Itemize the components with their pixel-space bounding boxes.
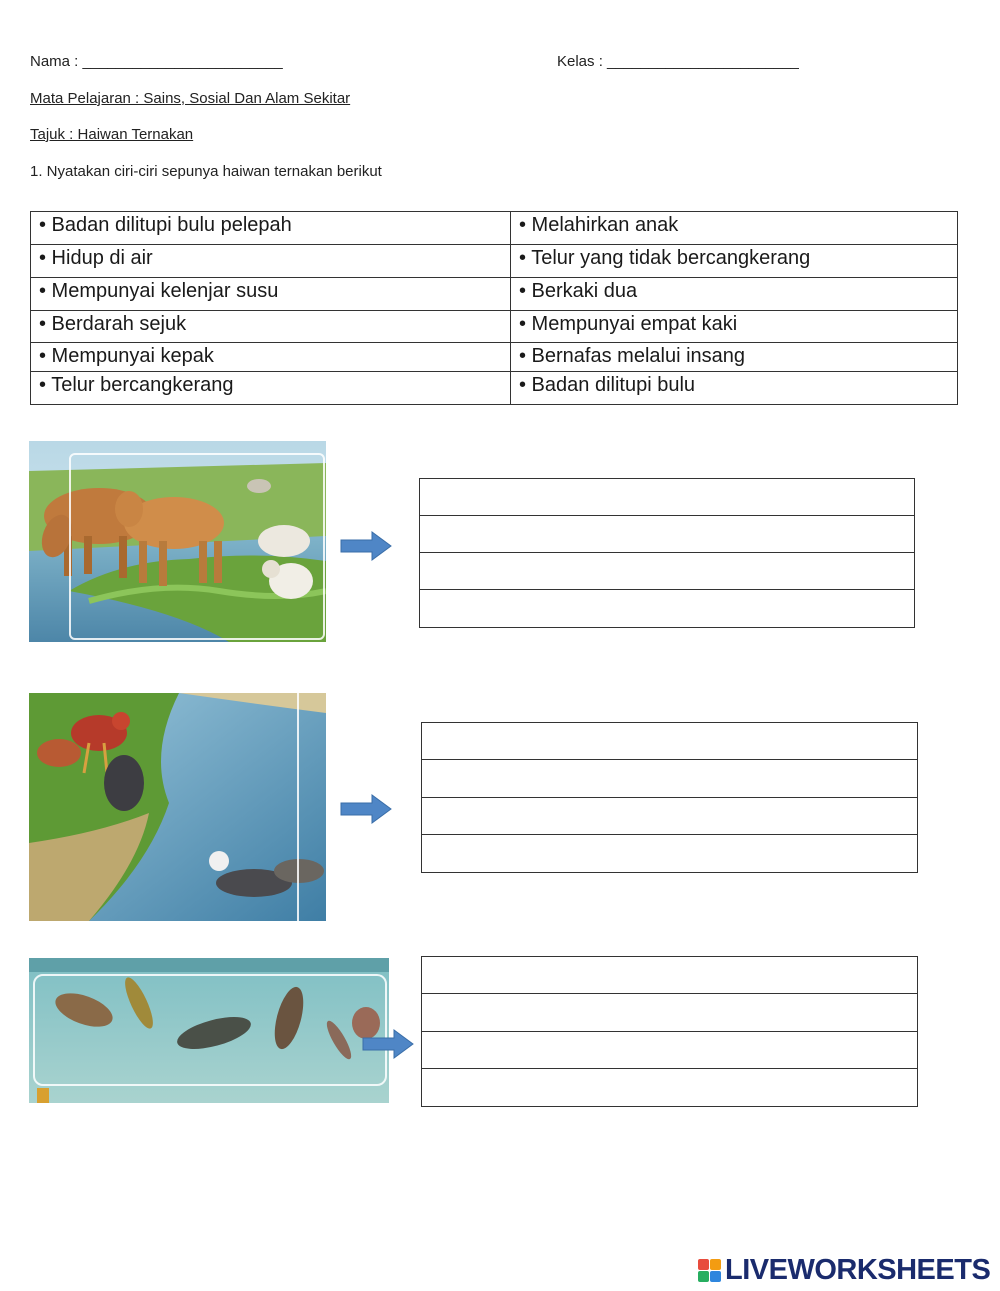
answer-slot[interactable]	[422, 723, 917, 760]
answer-slot[interactable]	[420, 516, 914, 553]
arrow-right-icon	[340, 531, 392, 561]
trait-cell: • Telur bercangkerang	[31, 372, 511, 405]
answer-slot[interactable]	[420, 479, 914, 516]
arrow-right-icon	[362, 1029, 414, 1059]
cattle-goat-image	[29, 441, 326, 642]
logo-block	[710, 1259, 721, 1270]
answer-slot[interactable]	[422, 760, 917, 797]
logo-block	[698, 1259, 709, 1270]
answer-slot[interactable]	[420, 590, 914, 627]
poultry-duck-image	[29, 693, 326, 921]
answer-slot[interactable]	[422, 994, 917, 1031]
trait-cell: • Badan dilitupi bulu pelepah	[31, 212, 511, 245]
trait-cell: • Badan dilitupi bulu	[511, 372, 958, 405]
answer-slot[interactable]	[422, 1069, 917, 1106]
liveworksheets-logo[interactable]	[698, 1254, 990, 1286]
trait-cell: • Berdarah sejuk	[31, 311, 511, 343]
fish-image	[29, 958, 389, 1103]
answer-slot[interactable]	[422, 1032, 917, 1069]
trait-cell: • Mempunyai empat kaki	[511, 311, 958, 343]
answer-slot[interactable]	[422, 957, 917, 994]
arrow-right-icon	[340, 794, 392, 824]
topic-title: Tajuk : Haiwan Ternakan	[30, 126, 194, 143]
trait-cell: • Berkaki dua	[511, 278, 958, 311]
answer-slot[interactable]	[420, 553, 914, 590]
answer-slot[interactable]	[422, 835, 917, 872]
table-row	[31, 245, 958, 278]
answer-box-fish	[421, 956, 918, 1107]
table-row	[31, 311, 958, 343]
trait-cell: • Telur yang tidak bercangkerang	[511, 245, 958, 278]
table-row	[31, 278, 958, 311]
answer-box-cattle	[419, 478, 915, 628]
answer-slot[interactable]	[422, 798, 917, 835]
traits-table	[30, 211, 958, 405]
live-blocks-icon	[698, 1259, 721, 1282]
name-field-label: Nama : ________________________	[30, 53, 283, 70]
logo-text: LIVEWORKSHEETS	[725, 1253, 991, 1286]
class-field-label: Kelas : _______________________	[557, 53, 799, 70]
subject-title: Mata Pelajaran : Sains, Sosial Dan Alam Sekitar	[30, 90, 351, 107]
logo-block	[710, 1271, 721, 1282]
logo-block	[698, 1271, 709, 1282]
trait-cell: • Mempunyai kepak	[31, 343, 511, 372]
answer-box-poultry	[421, 722, 918, 873]
table-row	[31, 343, 958, 372]
table-row	[31, 372, 958, 405]
trait-cell: • Hidup di air	[31, 245, 511, 278]
trait-cell: • Mempunyai kelenjar susu	[31, 278, 511, 311]
trait-cell: • Melahirkan anak	[511, 212, 958, 245]
table-row	[31, 212, 958, 245]
question-text: 1. Nyatakan ciri-ciri sepunya haiwan ternakan berikut	[30, 163, 382, 180]
trait-cell: • Bernafas melalui insang	[511, 343, 958, 372]
